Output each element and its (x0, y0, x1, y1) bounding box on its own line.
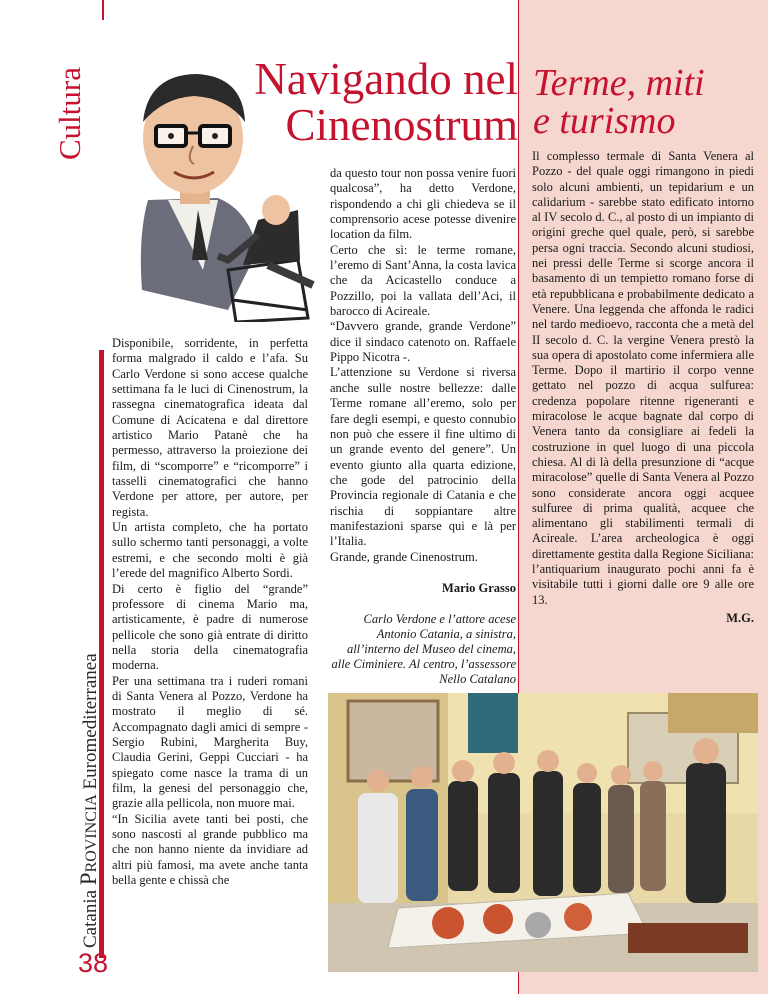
sidebar-title-line1: Terme, miti (533, 62, 705, 104)
article-title-line1: Navigando nel (254, 54, 518, 104)
paragraph: Certo che sì: le terme romane, l’eremo di Sant’Anna, la costa lavica che da Acicastello conduce a Pozzillo, poi la vallata dell’Aci, il barocco di Acireale. (330, 242, 516, 319)
paragraph: Grande, grande Cinenostrum. (330, 549, 478, 564)
paragraph: L’attenzione su Verdone si riversa anche sulle nostre bellezze: dalle Terme romane all’eremo, solo per fare degli esempi, e questo connubio non può che essere il fine ultimo di un grande evento del genere”. Un evento giunto alla quarta edizione, che gode del patrocinio della Provincia regionale di Catania e che rischia di soppiantare altre manifestazioni sparse qui e là per l’Italia. (330, 365, 516, 549)
paragraph: Di certo è figlio del “grande” professore di cinema Mario ma, artisticamente, è padre di numerose pellicole che sono già entrate di diritto nella storia della cinematografia moderna. (112, 581, 308, 673)
paragraph: da questo tour non possa venire fuori qualcosa”, ha detto Verdone, rispondendo a chi gli chiedeva se il comprensorio acese potesse divenire location da film. (330, 166, 516, 242)
sidebar-signature: M.G. (726, 610, 754, 625)
museum-visit-photo (328, 693, 758, 972)
magazine-prefix: Catania (80, 885, 101, 948)
section-label: Cultura (52, 67, 87, 160)
page-number: 38 (78, 948, 109, 978)
top-rule (102, 0, 104, 20)
paragraph: Disponibile, sorridente, in perfetta forma malgrado il caldo e l’afa. Su Carlo Verdone si sono accese qualche settimana fa le luci di Cinenostrum, la rassegna cinematografica ideata dal Comune di Acicatena e dal direttore artistico Mario Patanè che ha permesso, attraverso la proiezione dei film, di “scomporre” e “ricomporre” i tasselli cinematografici che hanno Verdone per attore, per autore, per regista. (112, 336, 308, 519)
paragraph: Un artista completo, che ha portato sullo schermo tanti personaggi, a volte estremi, e che secondo molti è già l’erede del magnifico Alberto Sordi. (112, 520, 308, 581)
side-column (0, 0, 109, 994)
magazine-brand: Provincia (76, 794, 101, 886)
photo-caption: Carlo Verdone e l’attore acese Antonio Catania, a sinistra, all’interno del Museo del cinema, alle Ciminiere. Al centro, l’assessore Nello Catalano (331, 612, 516, 687)
paragraph: Per una settimana tra i ruderi romani di Santa Venera al Pozzo, Verdone ha mostrato il meglio di sé. Accompagnato dagli amici di sempre - Sergio Rubini, Margherita Buy, Claudia Gerini, Geppi Cucciari - ha spiegato come nasce la trama di un film, la genesi del personaggio che, grazie alla pellicola, non muore mai. (112, 673, 308, 811)
sidebar-title-line2: e turismo (533, 100, 676, 142)
magazine-suffix: Euromediterranea (80, 653, 101, 795)
magazine-name (76, 653, 102, 948)
article-column-2 (330, 166, 516, 687)
sidebar-title (533, 64, 753, 140)
paragraph: “Davvero grande, grande Verdone” dice il sindaco catenoto on. Raffaele Pippo Nicotra -. (330, 319, 516, 365)
article-signature: Mario Grasso (442, 580, 516, 595)
article-title (222, 56, 518, 148)
article-title-line2: Cinenostrum (285, 100, 518, 150)
paragraph: “In Sicilia avete tanti bei posti, che sono nascosti al grande pubblico ma che non hanno niente da invidiare ad altri più famosi, ma avete anche tanta bella gente e chissà che (112, 811, 308, 888)
sidebar-body (532, 149, 754, 626)
sidebar-paragraph: Il complesso termale di Santa Venera al Pozzo - del quale oggi rimangono in piedi solo alcuni ambienti, un tepidarium e un calidarium - sarebbe stato edificato intorno al IV secolo d. C., al posto di un impianto di origini greche quel quale, però, si sarebbe persa ogni traccia. Secondo alcuni studiosi, nei pressi delle Terme si scorge ancora il basamento di un tempietto romano forse di età repubblicana e probabilmente dedicato a Venere. Una leggenda che affonda le radici nel tardo medioevo, racconta che a metà del II secolo d. C. la vergine Venera prestò la sua opera di apostolato come infermiera alle Terme. Dopo il martirio il corpo venne gettato nel pozzo di acqua sulfurea: credenza popolare ritenne rigeneranti e miracolose le acque bagnate dal corpo di Venera tanto da consigliare ai fedeli la costruzione in quel luogo di una piccola chiesa. Al di là della presunzione di “acque miracolose” quelle di Santa Venera al Pozzo sono considerate ancora oggi acquee sulfuree di prima qualità, acquee che alimentano gli stabilimenti termali di Acireale. L’area archeologica è oggi direttamente gestita dalla Regione Siciliana: l’antiquarium inaugurato pochi anni fa è visitabile tutti i giorni dalle ore 9 alle ore 13. (532, 149, 754, 607)
article-column-1 (112, 336, 308, 888)
